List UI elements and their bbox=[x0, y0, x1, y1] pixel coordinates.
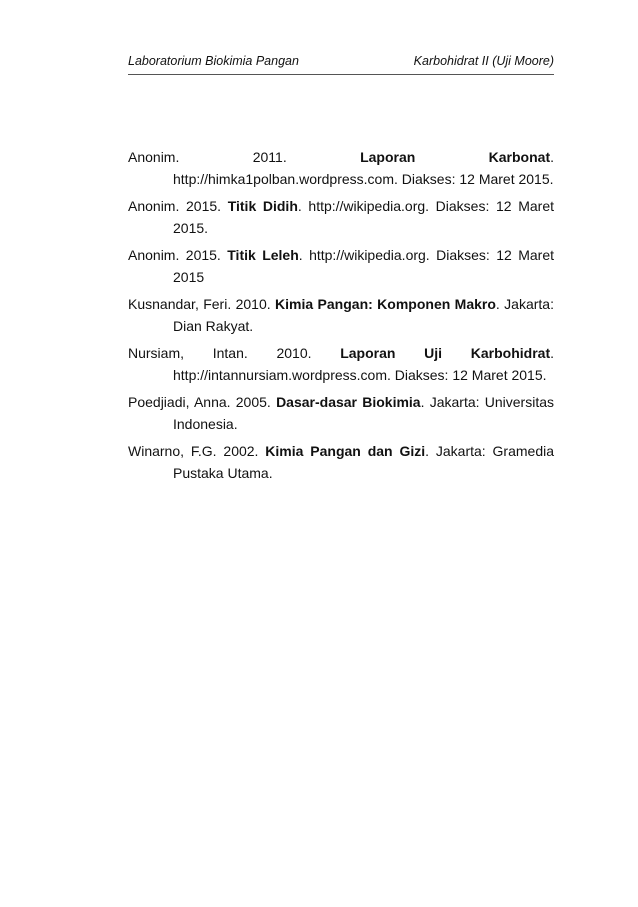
reference-title: Kimia Pangan dan Gizi bbox=[265, 443, 426, 459]
reference-author: Anonim. 2015. bbox=[128, 247, 221, 263]
reference-details: . Jakarta: Dian Rakyat. bbox=[173, 296, 554, 334]
reference-details: . http://wikipedia.org. Diakses: 12 Maret 2015. bbox=[173, 198, 555, 236]
reference-item bbox=[128, 244, 554, 288]
reference-title: Titik Leleh bbox=[227, 247, 299, 263]
reference-author: Nursiam, Intan. 2010. bbox=[128, 345, 312, 361]
reference-item bbox=[128, 146, 554, 190]
reference-title: Titik Didih bbox=[227, 198, 298, 214]
reference-item bbox=[128, 293, 554, 337]
reference-title: Kimia Pangan: Komponen Makro bbox=[275, 296, 496, 312]
reference-details: . Jakarta: Gramedia Pustaka Utama. bbox=[173, 443, 554, 481]
reference-details: . http://intannursiam.wordpress.com. Diakses: 12 Maret 2015. bbox=[173, 345, 554, 383]
reference-item bbox=[128, 440, 554, 484]
reference-details: . http://wikipedia.org. Diakses: 12 Maret 2015 bbox=[173, 247, 554, 285]
reference-item bbox=[128, 195, 554, 239]
reference-list bbox=[128, 146, 554, 489]
reference-title: Dasar-dasar Biokimia bbox=[276, 394, 421, 410]
page-header bbox=[128, 52, 554, 75]
reference-title: Laporan Karbonat bbox=[360, 149, 551, 165]
reference-item bbox=[128, 342, 554, 386]
reference-details: . Jakarta: Universitas Indonesia. bbox=[173, 394, 554, 432]
header-lab-name: Laboratorium Biokimia Pangan bbox=[128, 54, 299, 68]
reference-author: Winarno, F.G. 2002. bbox=[128, 443, 259, 459]
header-chapter-title: Karbohidrat II (Uji Moore) bbox=[413, 54, 554, 68]
reference-title: Laporan Uji Karbohidrat bbox=[340, 345, 551, 361]
reference-item bbox=[128, 391, 554, 435]
reference-author: Anonim. 2011. bbox=[128, 149, 287, 165]
reference-author: Anonim. 2015. bbox=[128, 198, 222, 214]
reference-author: Kusnandar, Feri. 2010. bbox=[128, 296, 271, 312]
reference-author: Poedjiadi, Anna. 2005. bbox=[128, 394, 271, 410]
reference-details: . http://himka1polban.wordpress.com. Diakses: 12 Maret 2015. bbox=[173, 149, 554, 187]
